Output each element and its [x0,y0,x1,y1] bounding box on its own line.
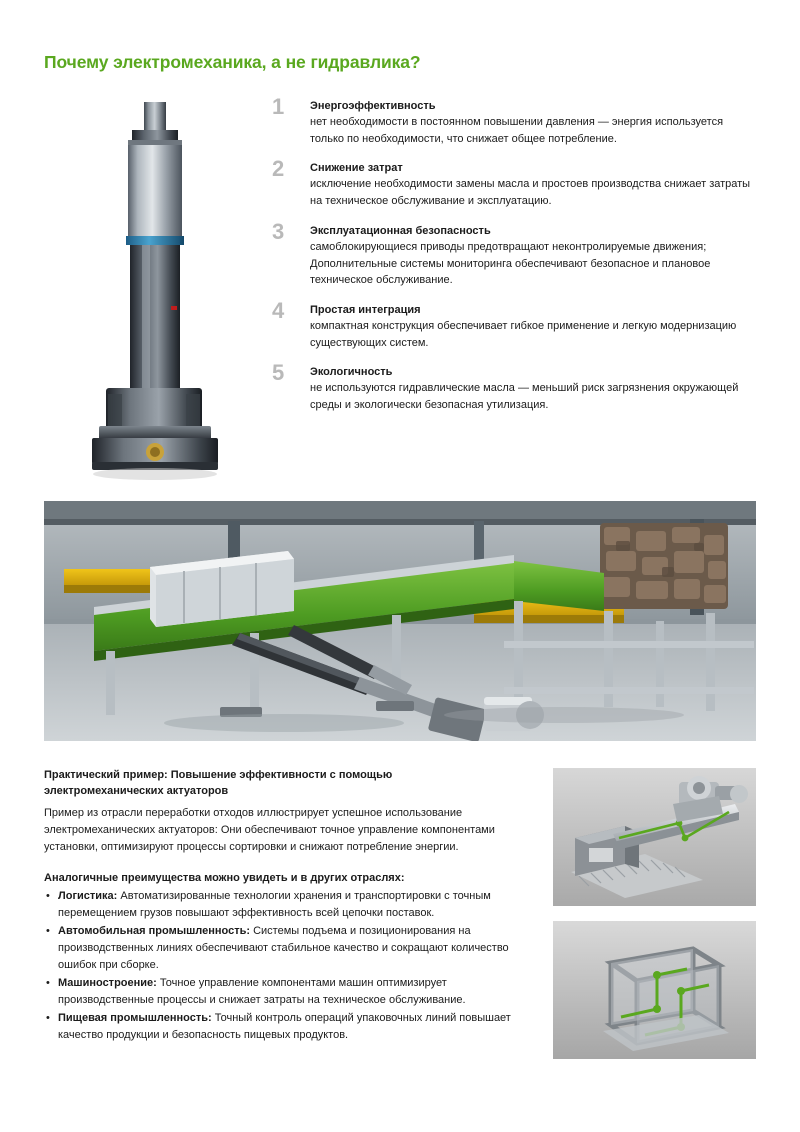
case-study-section [44,768,522,1045]
benefit-heading: Простая интеграция [310,304,421,317]
benefit-text: нет необходимости в постоянном повышении давления — энергия используется только по необходимости, что снижает общее потребление. [310,116,724,145]
industry-label: Автомобильная промышленность: [58,925,251,938]
benefit-item [272,94,752,147]
benefit-item [272,298,752,351]
benefit-number: 5 [272,360,285,386]
benefit-text: компактная конструкция обеспечивает гибкое применение и легкую модернизацию существующих систем. [310,320,737,349]
actuator-assembly-illustration [553,768,756,906]
thumbnail-actuator-assembly [553,768,756,906]
list-item [44,923,522,974]
conveyor-photo [44,501,756,741]
list-item [44,1010,522,1044]
case-study-paragraph: Пример из отрасли переработки отходов иллюстрирует успешное использование электромеханических актуаторов: Они обеспечивают точное управление компонентами установки, оптимизируют процессы сортировки и снижают потребление энергии. [44,806,495,853]
benefit-heading: Экологичность [310,366,393,379]
case-study-heading [44,768,522,800]
industry-text: Системы подъема и позиционирования на производственных линиях обеспечивают стабильное качество и сокращают количество ошибок при сборке. [58,925,509,972]
industry-label: Машиностроение: [58,977,157,990]
benefit-number: 1 [272,94,285,119]
benefit-heading: Снижение затрат [310,162,403,175]
list-item [44,888,522,922]
benefit-text: самоблокирующиеся приводы предотвращают неконтролируемые движения; Дополнительные системы мониторинга обеспечивают безопасное и плановое техническое обслуживание. [310,240,711,287]
page-title: Почему электромеханика, а не гидравлика? [44,52,421,72]
case-heading-line1: Практический пример: Повышение эффективности с помощью [44,769,393,781]
list-item [44,975,522,1009]
industry-text: Точный контроль операций упаковочных линий повышает качество продукции и безопасность пищевых продуктов. [58,1012,511,1042]
industry-label: Пищевая промышленность: [58,1012,212,1025]
benefit-text: не используются гидравлические масла — меньший риск загрязнения окружающей среды и экологически безопасная утилизация. [310,382,739,412]
benefits-list [272,94,752,429]
benefit-heading: Эксплуатационная безопасность [310,224,491,237]
benefit-number: 4 [272,298,285,324]
industries-subheading: Аналогичные преимущества можно увидеть и в других отраслях: [44,872,405,885]
benefit-item [272,360,752,413]
benefit-heading: Энергоэффективность [310,100,436,112]
benefit-text: исключение необходимости замены масла и простоев производства снижает затраты на техническое обслуживание и эксплуатацию. [310,178,751,208]
machine-frame-illustration [553,921,756,1059]
industries-list [44,888,522,1044]
industry-text: Автоматизированные технологии хранения и транспортировки с точным перемещением грузов повышают эффективность всей цепочки поставок. [58,890,491,920]
product-image [44,96,274,476]
thumbnail-machine-frame [553,921,756,1059]
industry-label: Логистика: [58,890,118,903]
benefit-item [272,156,752,209]
benefit-number: 2 [272,156,285,182]
benefit-number: 3 [272,218,285,244]
industry-text: Точное управление компонентами машин оптимизирует производственные процессы и снижает затраты на техническое обслуживание. [58,977,466,1007]
benefit-item [272,218,752,289]
conveyor-illustration [44,501,756,741]
actuator-gearbox [44,364,274,484]
case-heading-line2: электромеханических актуаторов [44,784,229,797]
